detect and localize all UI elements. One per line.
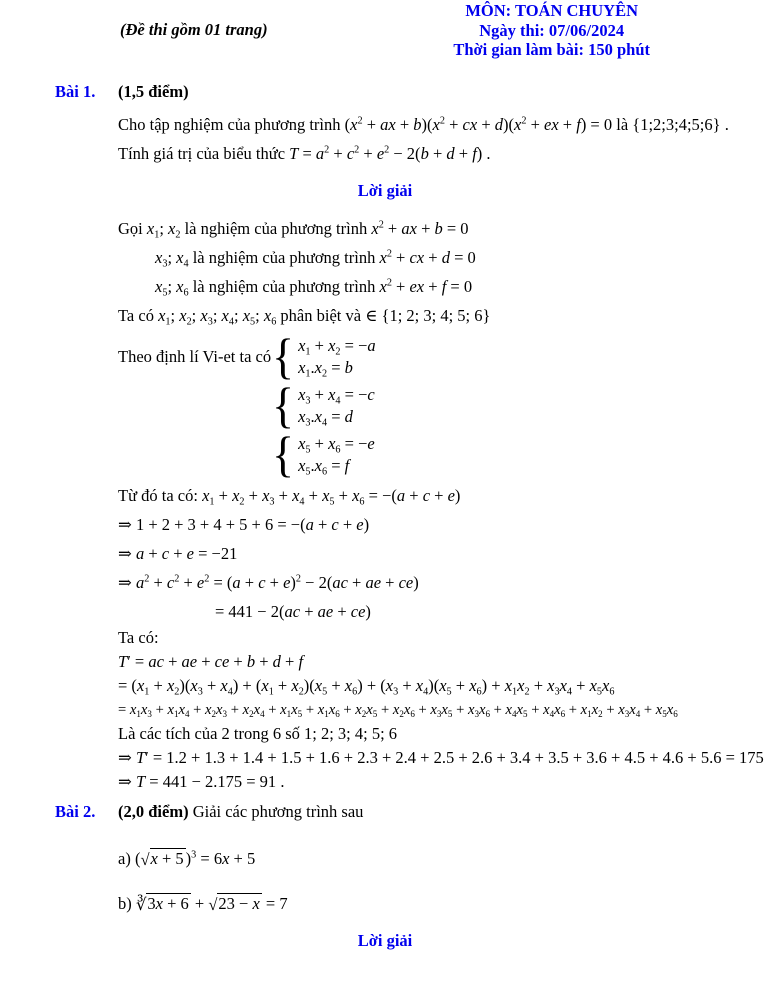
problem-1-label: Bài 1. xyxy=(55,82,96,101)
solution-line: = $(x_1 + x_2)(x_3 + x_4) + (x_1 + x_2)(x_5 + x_6) + (x_3 + x_4)(x_5 + x_6) + x_1x_2 + x_3x_4 + x_5x_6$ xyxy=(118,676,615,698)
exam-info-block xyxy=(453,1,650,60)
problem-2-points: (2,0 điểm) xyxy=(118,802,189,821)
page-count-note: (Đề thi gồm 01 trang) xyxy=(120,20,268,39)
solution-line: Gọi $x_1$; $x_2$ là nghiệm của phương trình $x^2$ + ax + b = 0 xyxy=(118,219,469,241)
viet-system-row xyxy=(272,377,770,433)
solution-heading: Lời giải xyxy=(357,931,413,950)
system-equation: $x_1.x_2 = b$ xyxy=(298,358,353,380)
solution-heading: Lời giải xyxy=(357,181,413,200)
viet-systems-block xyxy=(0,328,770,482)
solution-line: T′ = ac + ae + ce + b + d + f xyxy=(118,652,304,671)
left-brace-glyph: { xyxy=(272,377,295,433)
subject-title: MÔN: TOÁN CHUYÊN xyxy=(465,1,638,20)
system-equation: $x_5.x_6 = f$ xyxy=(298,456,350,478)
system-equation: $x_3 + x_4 = -c$ xyxy=(298,385,375,407)
solution-line: ⇒ a + c + e = −21 xyxy=(118,544,238,563)
left-brace-glyph: { xyxy=(272,426,295,482)
problem-2-intro: Giải các phương trình sau xyxy=(192,802,364,821)
solution-line: $x_3$; $x_4$ là nghiệm của phương trình $x^2$ + cx + d = 0 xyxy=(155,248,476,270)
equation-b: b) ∛3x + 6 + √23 − x = 7 xyxy=(118,894,288,914)
equation-system xyxy=(298,433,375,477)
system-equation: $x_5 + x_6 = -e$ xyxy=(298,434,375,456)
exam-date: Ngày thi: 07/06/2024 xyxy=(479,20,625,40)
exam-duration: Thời gian làm bài: 150 phút xyxy=(453,40,650,59)
document-header xyxy=(0,0,770,60)
viet-intro-text: Theo định lí Vi-et ta có xyxy=(118,347,272,366)
solution-line: = $x_1x_3 + x_1x_4 + x_2x_3 + x_2x_4 + x_1x_5 + x_1x_6 + x_2x_5 + x_2x_6 + x_3x_5 + x_3x_6 + x_4x_5 + x_4x_6 + x_1x_2 + x_3x_4 + x_5x_6$ xyxy=(118,702,678,719)
solution-line: Ta có $x_1$; $x_2$; $x_3$; $x_4$; $x_5$; $x_6$ phân biệt và ∈ {1; 2; 3; 4; 5; 6} xyxy=(118,306,491,328)
solution-line: ⇒ T = 441 − 2.175 = 91 . xyxy=(118,772,285,791)
equation-a: a) (√x + 5 )$^3$ = 6x + 5 xyxy=(118,849,256,869)
problem-1-points: (1,5 điểm) xyxy=(118,82,189,101)
equation-system xyxy=(298,335,376,379)
solution-line: ⇒ $a^2 + c^2 + e^2 = (a + c + e)^2 - 2(ac$ + ae + ce) xyxy=(118,573,419,592)
solution-line: $x_5$; $x_6$ là nghiệm của phương trình $x^2$ + ex + f = 0 xyxy=(155,277,473,299)
system-equation: $x_3.x_4 = d$ xyxy=(298,407,353,429)
viet-system-row xyxy=(118,328,770,384)
problem-1-statement-line: Cho tập nghiệm của phương trình ($x^2$ + ax + $b)(x^2$ + cx + $d)(x^2$ + ex + f) = 0 là {1;2;3;4;5;6} . xyxy=(118,115,729,134)
solution-line: ⇒ 1 + 2 + 3 + 4 + 5 + 6 = −(a + c + e) xyxy=(118,515,370,534)
problem-2-label: Bài 2. xyxy=(55,802,96,821)
viet-system-row xyxy=(272,426,770,482)
roots-definition-block xyxy=(0,214,770,330)
solution-line: ⇒ T′ = 1.2 + 1.3 + 1.4 + 1.5 + 1.6 + 2.3 + 2.4 + 2.5 + 2.6 + 3.4 + 3.5 + 3.6 + 4.5 + 4.6 + 5.6 = 175 xyxy=(118,748,764,767)
problem-1-statement-line: Tính giá trị của biểu thức $T = a^2 + c^2 + e^2 - 2(b + d + f)$ . xyxy=(118,144,491,163)
left-brace-glyph: { xyxy=(272,328,295,384)
problem-2-heading xyxy=(55,802,770,822)
solution-line: = 441 − 2(ac + ae + ce) xyxy=(215,602,371,621)
system-equation: $x_1 + x_2 = -a$ xyxy=(298,336,376,358)
equation-system xyxy=(298,384,375,428)
solution-line: Là các tích của 2 trong 6 số 1; 2; 3; 4; 5; 6 xyxy=(118,724,398,743)
problem-1-heading xyxy=(55,82,770,102)
solution-line: Ta có: xyxy=(118,628,159,647)
solution-line: Từ đó ta có: $x_1 + x_2 + x_3 + x_4 + x_5 + x_6 = -(a + c + e)$ xyxy=(118,486,461,508)
